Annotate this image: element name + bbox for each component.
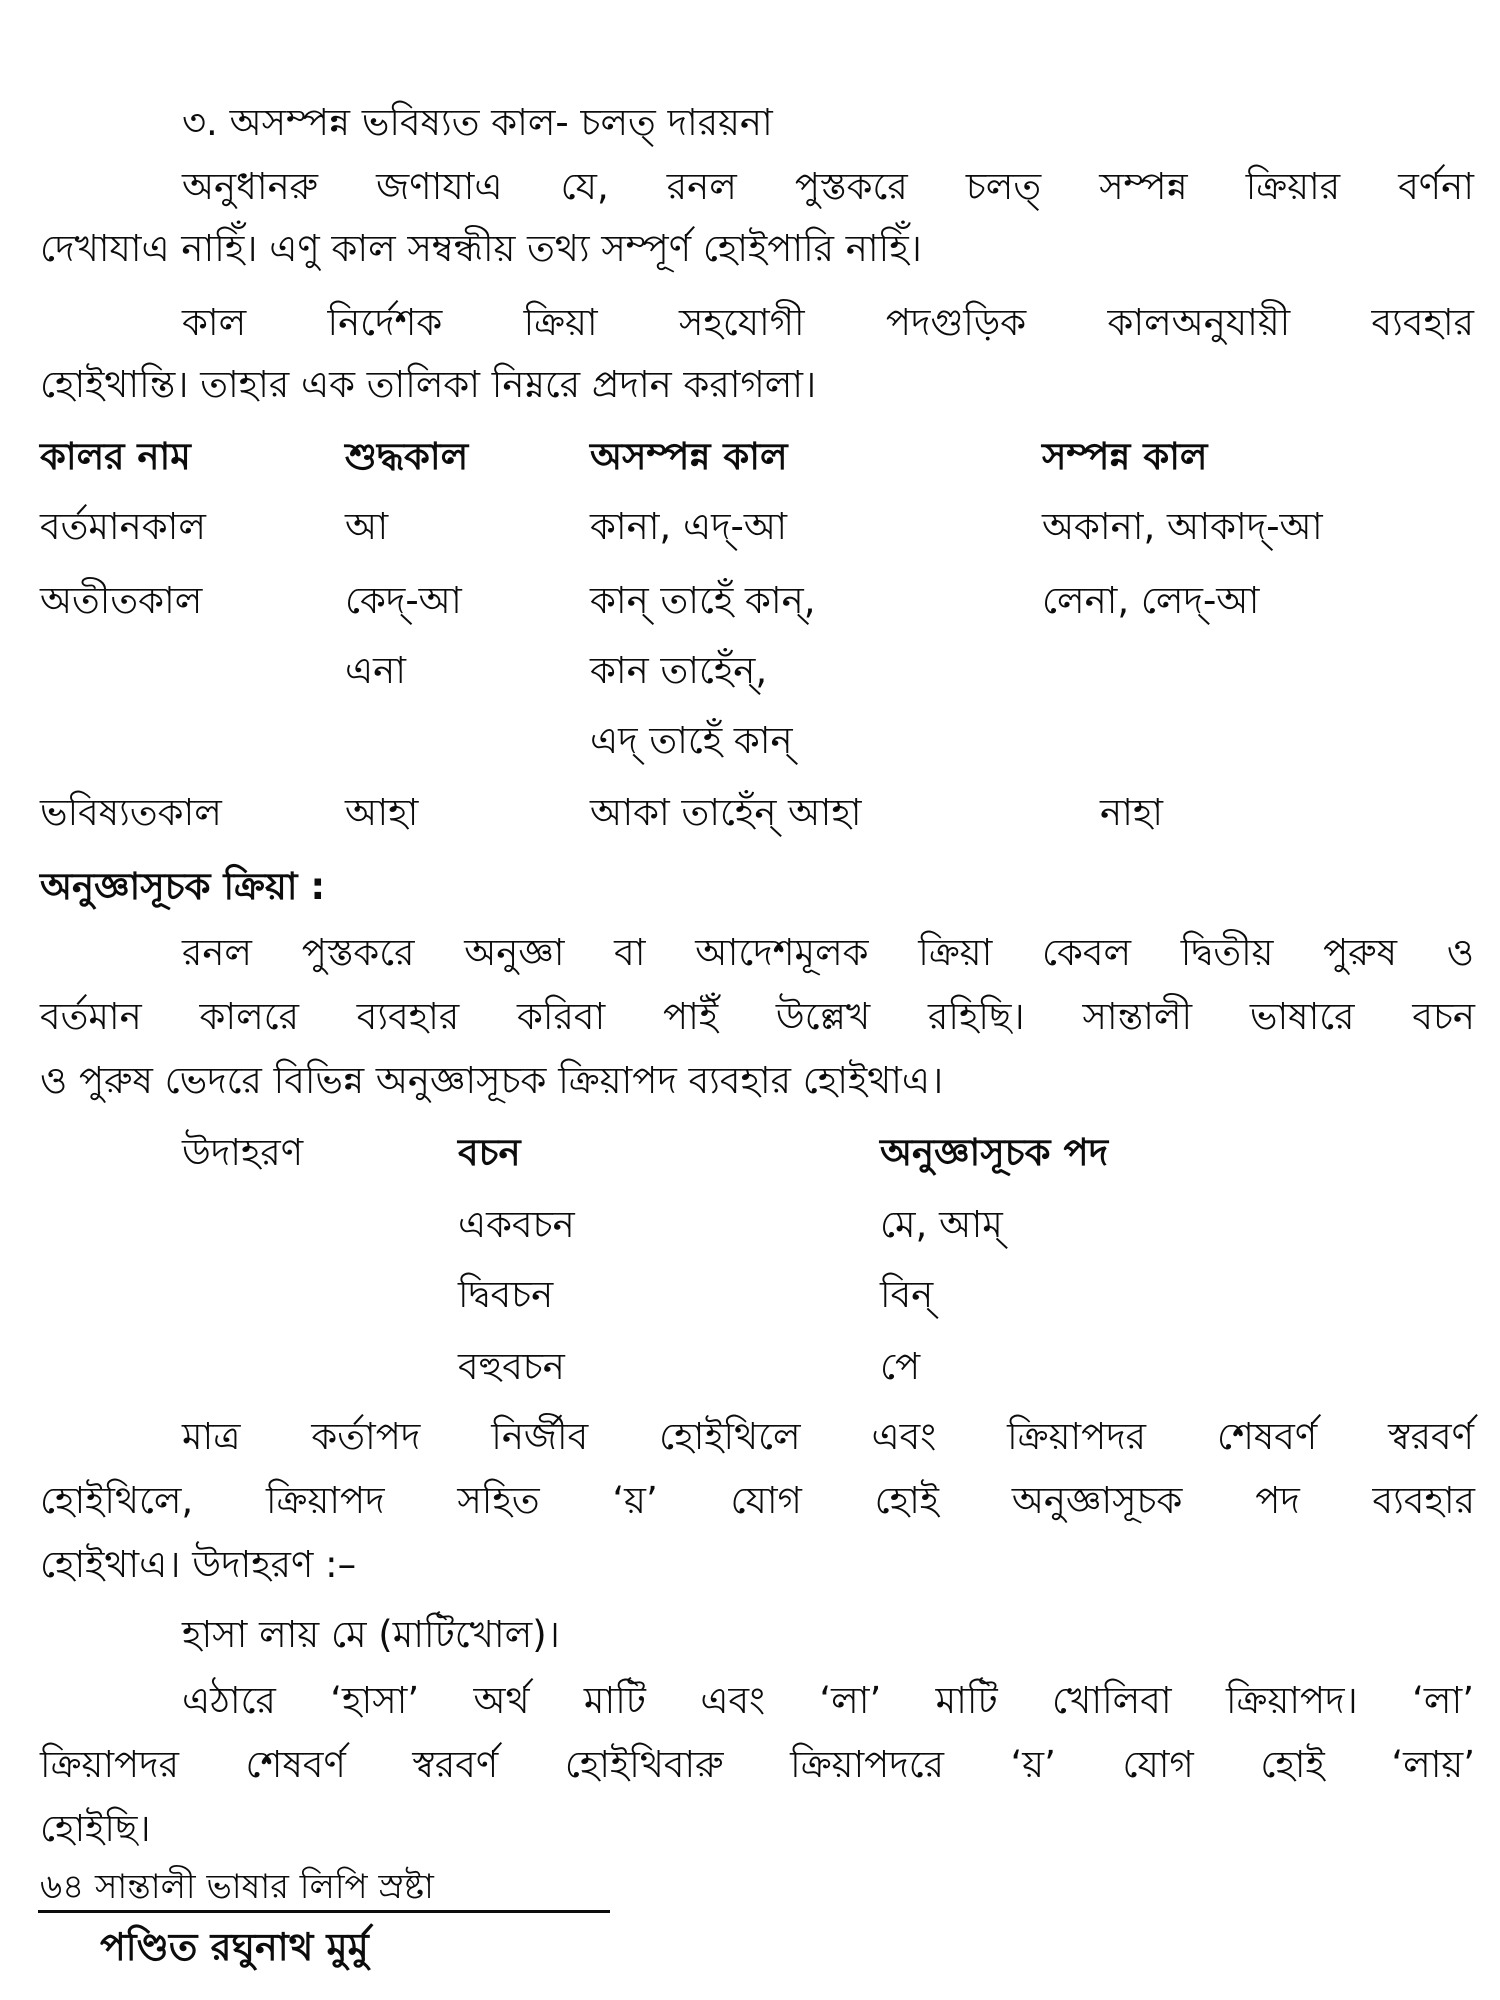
- para3-line1: রনল পুস্তকরে অনুজ্ঞা বা আদেশমূলক ক্রিয়া কেবল দ্বিতীয় পুরুষ ও: [182, 931, 1474, 974]
- footer-page-ref: ৬৪ সান্তালী ভাষার লিপি স্রষ্টা: [40, 1867, 434, 1907]
- section-heading: ৩. অসম্পন্ন ভবিষ্যত কাল- চলত্ দারয়না: [182, 101, 773, 144]
- example-sentence: হাসা লায় মে (মাটিখোল)।: [182, 1613, 560, 1656]
- tense-header-incomplete: অসম্পন্ন কাল: [590, 435, 788, 478]
- para4-line2: হোইথিলে, ক্রিয়াপদ সহিত ‘য়’ যোগ হোই অনুজ্ঞাসূচক পদ ব্যবহার: [40, 1479, 1475, 1522]
- table-cell: বর্তমানকাল: [40, 505, 206, 548]
- table-cell: কেদ্-আ: [345, 579, 462, 622]
- para5-line3: হোইছি।: [40, 1807, 151, 1850]
- table-cell: মে, আম্: [880, 1203, 1003, 1246]
- para1-line1: অনুধানরু জণাযাএ যে, রনল পুস্তকরে চলত্ সম্পন্ন ক্রিয়ার বর্ণনা: [182, 165, 1474, 208]
- para5-line1: এঠারে ‘হাসা’ অর্থ মাটি এবং ‘লা’ মাটি খোলিবা ক্রিয়াপদ। ‘লা’: [182, 1679, 1474, 1722]
- para5-line2: ক্রিয়াপদর শেষবর্ণ স্বরবর্ণ হোইথিবারু ক্রিয়াপদরে ‘য়’ যোগ হোই ‘লায়’: [40, 1743, 1475, 1786]
- para3-line2: বর্তমান কালরে ব্যবহার করিবা পাইঁ উল্লেখ রহিছি। সান্তালী ভাষারে বচন: [40, 995, 1475, 1038]
- example-header-example: উদাহরণ: [182, 1131, 304, 1174]
- table-cell: বহুবচন: [458, 1345, 565, 1388]
- table-cell: লেনা, লেদ্-আ: [1042, 579, 1260, 622]
- table-cell: নাহা: [1100, 791, 1163, 834]
- footer-underline: [38, 1910, 610, 1913]
- para2-line1: কাল নির্দেশক ক্রিয়া সহযোগী পদগুড়িক কালঅনুযায়ী ব্যবহার: [182, 301, 1474, 344]
- table-cell: আ: [345, 505, 389, 548]
- table-cell: একবচন: [458, 1203, 575, 1246]
- footer-author: পণ্ডিত রঘুনাথ মুর্মু: [100, 1925, 369, 1969]
- tense-header-name: কালর নাম: [40, 435, 191, 478]
- table-cell: দ্বিবচন: [458, 1273, 554, 1316]
- tense-header-complete: সম্পন্ন কাল: [1042, 435, 1208, 478]
- para1-line2: দেখাযাএ নাহিঁ। এণু কাল সম্বন্ধীয় তথ্য সম্পূর্ণ হোইপারি নাহিঁ।: [40, 227, 922, 270]
- para3-line3: ও পুরুষ ভেদরে বিভিন্ন অনুজ্ঞাসূচক ক্রিয়াপদ ব্যবহার হোইথাএ।: [40, 1059, 944, 1102]
- para4-line3: হোইথাএ। উদাহরণ :–: [40, 1543, 357, 1586]
- table-cell: এদ্ তাহেঁ কান্: [590, 719, 793, 762]
- table-cell: পে: [880, 1345, 921, 1388]
- table-cell: কানা, এদ্-আ: [590, 505, 788, 548]
- para4-line1: মাত্র কর্তাপদ নির্জীব হোইথিলে এবং ক্রিয়াপদর শেষবর্ণ স্বরবর্ণ: [182, 1415, 1474, 1458]
- example-header-word: অনুজ্ঞাসূচক পদ: [880, 1131, 1109, 1174]
- para2-line2: হোইথান্তি। তাহার এক তালিকা নিম্নরে প্রদান করাগলা।: [40, 363, 817, 406]
- table-cell: আকা তাহেঁন্ আহা: [590, 791, 862, 834]
- table-cell: এনা: [345, 649, 406, 692]
- tense-header-pure: শুদ্ধকাল: [345, 435, 469, 478]
- table-cell: কান্ তাহেঁ কান্,: [590, 579, 816, 622]
- table-cell: বিন্: [880, 1273, 934, 1316]
- table-cell: আহা: [345, 791, 419, 834]
- table-cell: অকানা, আকাদ্-আ: [1042, 505, 1323, 548]
- example-header-number: বচন: [458, 1131, 521, 1174]
- table-cell: কান তাহেঁন্,: [590, 649, 768, 692]
- table-cell: ভবিষ্যতকাল: [40, 791, 222, 834]
- table-cell: অতীতকাল: [40, 579, 203, 622]
- subheading: অনুজ্ঞাসূচক ক্রিয়া :: [40, 865, 326, 908]
